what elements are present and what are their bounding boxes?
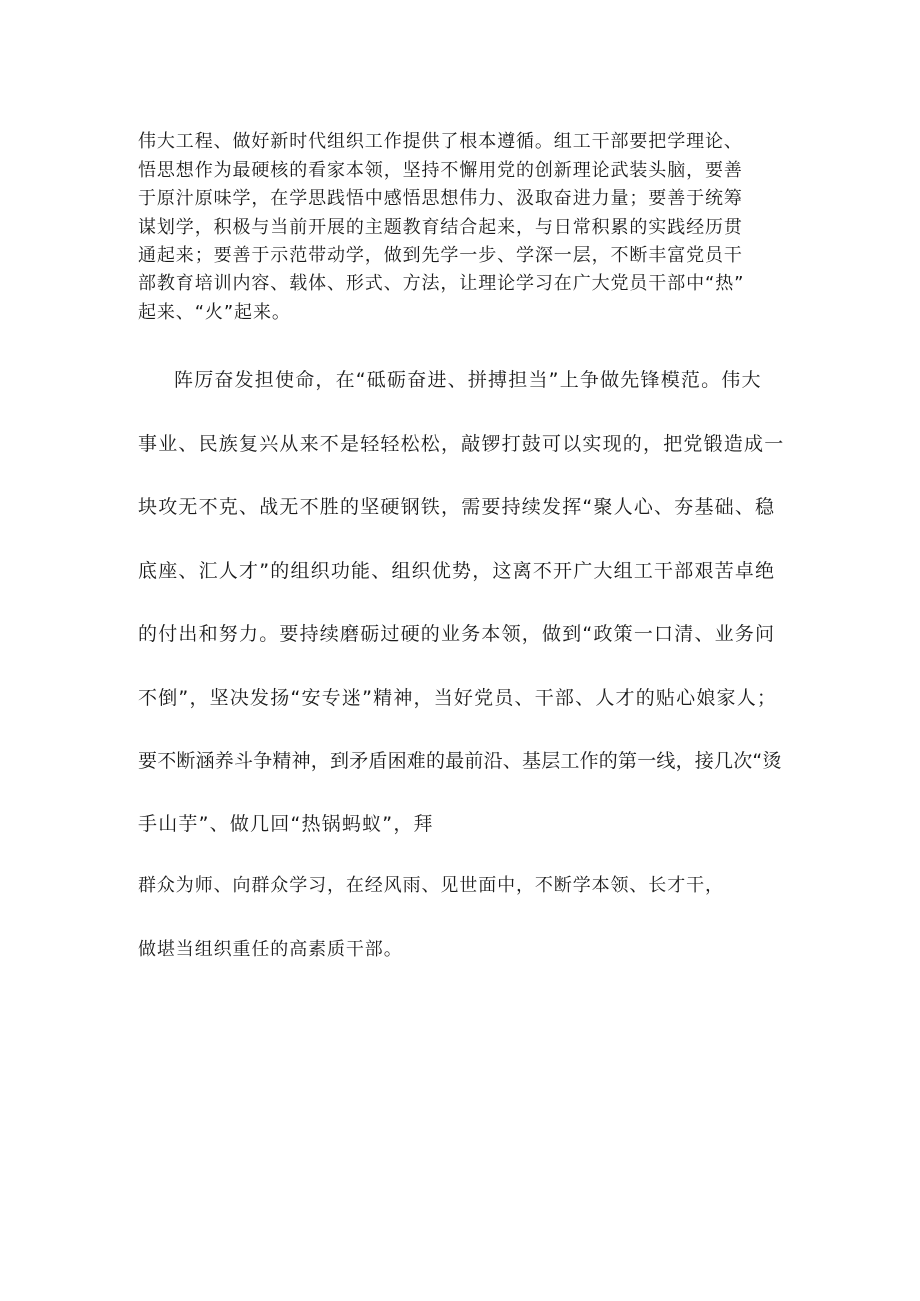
paragraph-2-line-10: 做堪当组织重任的高素质干部。 [138,939,403,960]
paragraph-1-line-6: 部教育培训内容、载体、形式、方法，让理论学习在广大党员干部中“热” [138,273,745,294]
paragraph-2-line-2: 事业、民族复兴从来不是轻轻松松，敲锣打鼓可以实现的，把党锻造成一 [138,433,785,455]
paragraph-1-line-4: 谋划学，积极与当前开展的主题教育结合起来，与日常积累的实践经历贯 [138,217,743,238]
paragraph-1-line-1: 伟大工程、做好新时代组织工作提供了根本遵循。组工干部要把学理论、 [138,131,743,152]
paragraph-1-line-7: 起来、“火”起来。 [138,302,291,323]
paragraph-1-line-2: 悟思想作为最硬核的看家本领，坚持不懈用党的创新理论武装头脑，要善 [138,160,743,181]
paragraph-2-line-1: 阵厉奋发担使命，在“砥砺奋进、拼搏担当”上争做先锋模范。伟大 [174,369,762,391]
paragraph-2-line-8: 手山芋”、做几回“热锅蚂蚁”，拜 [138,813,434,835]
paragraph-1-line-3: 于原汁原味学，在学思践悟中感悟思想伟力、汲取奋进力量；要善于统筹 [138,188,743,209]
paragraph-2-line-5: 的付出和努力。要持续磨砺过硬的业务本领，做到“政策一口清、业务问 [138,623,776,645]
paragraph-2-line-3: 块攻无不克、战无不胜的坚硬钢铁，需要持续发挥“聚人心、夯基础、稳 [138,496,776,518]
paragraph-2-line-7: 要不断涵养斗争精神，到矛盾困难的最前沿、基层工作的第一线，接几次“烫 [138,750,782,772]
paragraph-2-line-9: 群众为师、向群众学习，在经风雨、见世面中，不断学本领、长才干， [138,875,724,896]
paragraph-2-line-4: 底座、汇人才”的组织功能、组织优势，这离不开广大组工干部艰苦卓绝 [138,560,776,582]
paragraph-2-line-6: 不倒”，坚决发扬“安专迷”精神，当好党员、干部、人才的贴心娘家人； [138,687,778,709]
paragraph-1-line-5: 通起来；要善于示范带动学，做到先学一步、学深一层，不断丰富党员干 [138,245,743,266]
